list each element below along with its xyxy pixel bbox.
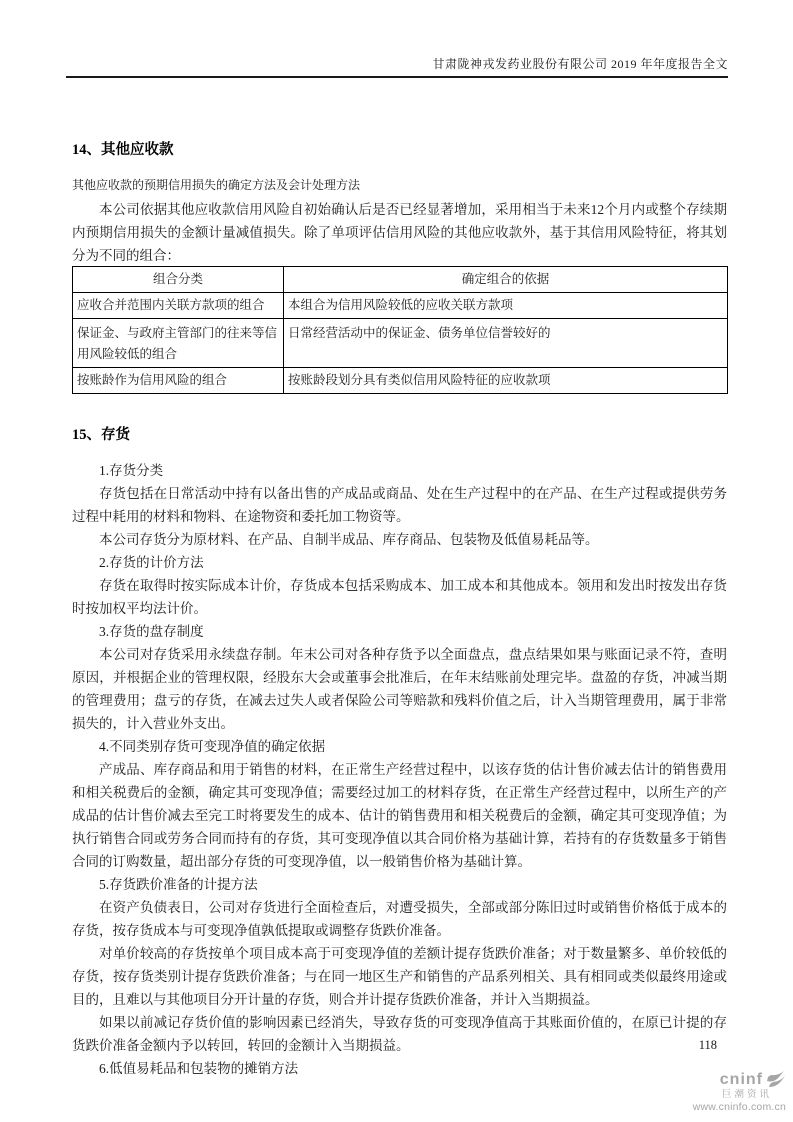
logo-url-text: www.cninfo.com.cn [692,1101,786,1114]
table-row [73,368,728,394]
paragraph: 如果以前减记存货价值的影响因素已经消失，导致存货的可变现净值高于其账面价值的，在原已计提的存货跌价准备金额内予以转回，转回的金额计入当期损益。 [72,1015,727,1053]
table-row [73,319,728,368]
paragraph: 4.不同类别存货可变现净值的确定依据 [99,739,326,754]
table-cell: 按账龄段划分具有类似信用风险特征的应收款项 [284,368,728,394]
page-number: 118 [698,1038,717,1052]
paragraph: 1.存货分类 [99,463,164,478]
page-header-title: 甘肃陇神戎发药业股份有限公司 2019 年年度报告全文 [432,57,728,71]
logo-brand-row [693,1071,786,1089]
paragraph: 6.低值易耗品和包装物的摊销方法 [99,1061,299,1076]
table-cell: 应收合并范围内关联方款项的组合 [73,293,284,319]
paragraph: 产成品、库存商品和用于销售的材料，在正常生产经营过程中，以该存货的估计售价减去估计的销售费用和相关税费后的金额，确定其可变现净值；需要经过加工的材料存货，在正常生产经营过程中，以所生产的产成品的估计售价减去至完工时将要发生的成本、估计的销售费用和相关税费后的金额，确定其可变现净值；为执行销售合同或劳务合同而持有的存货，其可变现净值以其合同价格为基础计算，若持有的存货数量多于销售合同的订购数量，超出部分存货的可变现净值，以一般销售价格为基础计算。 [72,762,727,869]
paragraph: 5.存货跌价准备的计提方法 [99,877,258,892]
table-cell: 按账龄作为信用风险的组合 [73,368,284,394]
table-header-cell-basis: 确定组合的依据 [284,267,728,293]
paragraph: 对单价较高的存货按单个项目成本高于可变现净值的差额计提存货跌价准备；对于数量繁多、单价较低的存货，按存货类别计提存货跌价准备；与在同一地区生产和销售的产品系列相关、具有相同或类似最终用途或目的，且难以与其他项目分开计量的存货，则合并计提存货跌价准备，并计入当期损益。 [72,946,727,1007]
paragraph: 存货在取得时按实际成本计价，存货成本包括采购成本、加工成本和其他成本。领用和发出时按发出存货时按加权平均法计价。 [72,578,727,616]
paragraph: 在资产负债表日，公司对存货进行全面检查后，对遭受损失，全部或部分陈旧过时或销售价格低于成本的存货，按存货成本与可变现净值孰低提取或调整存货跌价准备。 [72,900,727,938]
logo-cn-text: 巨潮资讯 [721,1088,772,1100]
logo-brand-text: cninf [719,1071,763,1088]
section-14-heading: 14、其他应收款 [72,142,174,158]
paragraph: 存货包括在日常活动中持有以备出售的产成品或商品、处在生产过程中的在产品、在生产过程或提供劳务过程中耗用的材料和物料、在途物资和委托加工物资等。 [72,486,727,524]
table-row [73,293,728,319]
table-cell: 日常经营活动中的保证金、债务单位信誉较好的 [284,319,728,368]
cninfo-logo [693,1071,786,1114]
table-header-row [73,267,728,293]
table-cell: 本组合为信用风险较低的应收关联方款项 [284,293,728,319]
section-15-body [72,459,727,1080]
table-cell: 保证金、与政府主管部门的往来等信用风险较低的组合 [73,319,284,368]
page-header [66,55,728,78]
section-15-heading: 15、存货 [72,427,130,443]
paragraph: 3.存货的盘存制度 [99,624,204,639]
section-14-intro-paragraph: 本公司依据其他应收款信用风险自初始确认后是否已经显著增加，采用相当于未来12个月内或整个存续期内预期信用损失的金额计量减值损失。除了单项评估信用风险的其他应收款外，基于其信用风险特征，将其划分为不同的组合： [72,202,727,263]
portfolio-table [72,266,728,394]
section-14-subheading: 其他应收款的预期信用损失的确定方法及会计处理方法 [72,178,361,192]
paragraph: 本公司存货分为原材料、在产品、自制半成品、库存商品、包装物及低值易耗品等。 [99,532,599,547]
paragraph: 2.存货的计价方法 [99,555,204,570]
table-header-cell-category: 组合分类 [73,267,284,293]
cninfo-swoosh-icon [765,1071,786,1088]
paragraph: 本公司对存货采用永续盘存制。年末公司对各种存货予以全面盘点，盘点结果如果与账面记录不符，查明原因，并根据企业的管理权限，经股东大会或董事会批准后，在年末结账前处理完毕。盘盈的存货，冲减当期的管理费用；盘亏的存货，在减去过失人或者保险公司等赔款和残料价值之后，计入当期管理费用，属于非常损失的，计入营业外支出。 [72,647,727,731]
